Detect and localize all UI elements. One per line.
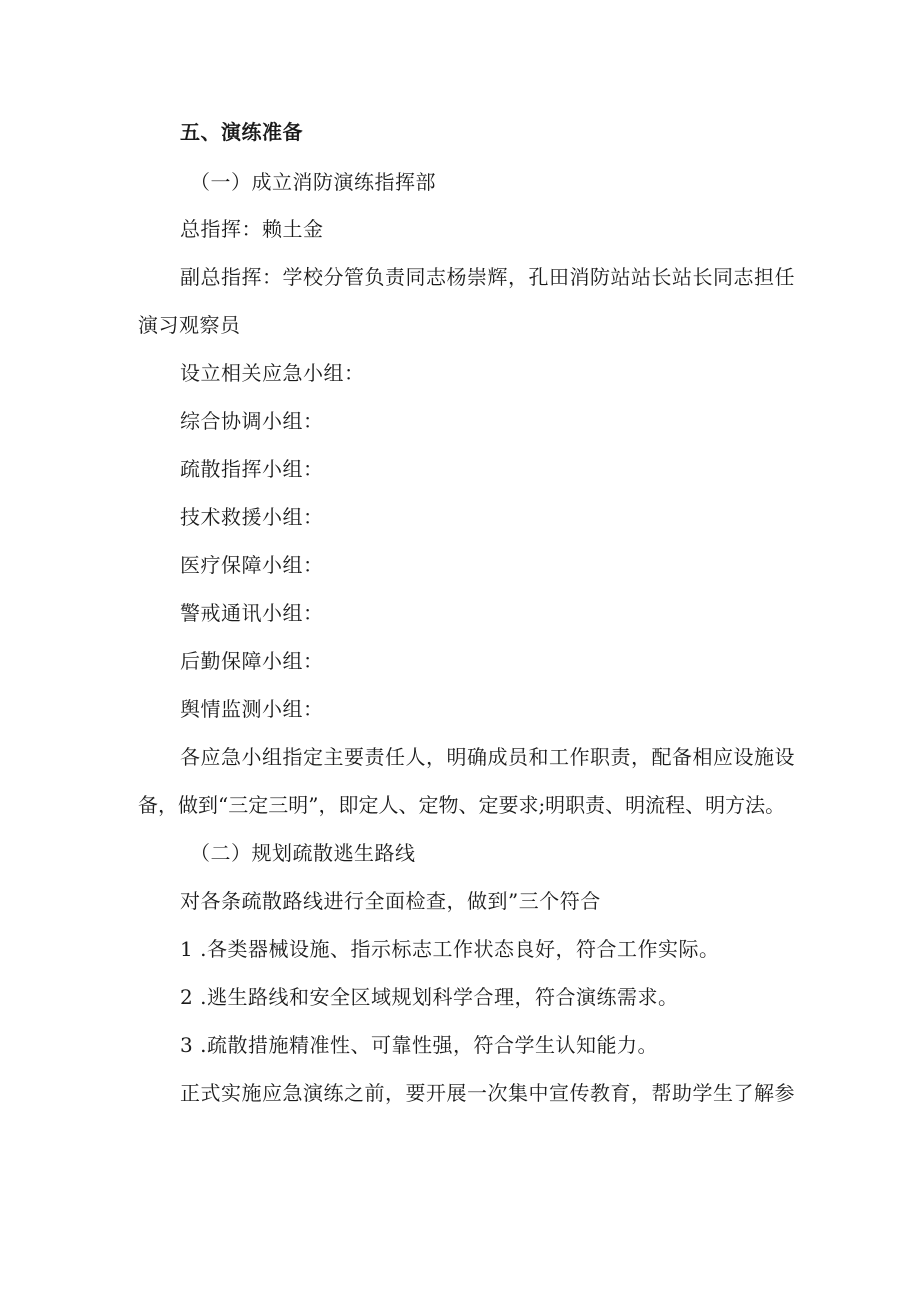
final-paragraph-line: 正式实施应急演练之前，要开展一次集中宣传教育，帮助学生了解参	[180, 1081, 795, 1105]
group-item: 警戒通讯小组：	[180, 601, 324, 625]
list-item: 3 .疏散措施精准性、可靠性强，符合学生认知能力。	[180, 1033, 658, 1057]
group-item: 医疗保障小组：	[180, 553, 324, 577]
subsection-heading-2: （二）规划疏散逃生路线	[190, 841, 416, 865]
deputy-commander-line-2: 演习观察员	[138, 313, 241, 337]
group-item: 技术救援小组：	[180, 505, 324, 529]
responsibility-line-2: 备，做到“三定三明”，即定人、定物、定要求;明职责、明流程、明方法。	[138, 793, 786, 817]
subsection-heading-1: （一）成立消防演练指挥部	[190, 170, 436, 194]
responsibility-line-1: 各应急小组指定主要责任人，明确成员和工作职责，配备相应设施设	[180, 745, 795, 769]
list-item: 1 .各类器械设施、指示标志工作状态良好，符合工作实际。	[180, 937, 720, 961]
group-item: 综合协调小组：	[180, 409, 324, 433]
deputy-commander-line-1: 副总指挥：学校分管负责同志杨崇辉，孔田消防站站长站长同志担任	[180, 265, 795, 289]
list-item: 2 .逃生路线和安全区域规划科学合理，符合演练需求。	[180, 985, 679, 1009]
group-item: 后勤保障小组：	[180, 649, 324, 673]
check-intro: 对各条疏散路线进行全面检查，做到”三个符合	[180, 889, 601, 913]
group-item: 疏散指挥小组：	[180, 457, 324, 481]
section-title: 五、演练准备	[180, 120, 303, 144]
groups-intro: 设立相关应急小组：	[180, 361, 365, 385]
commander-line: 总指挥：赖土金	[180, 217, 324, 241]
group-item: 舆情监测小组：	[180, 697, 324, 721]
